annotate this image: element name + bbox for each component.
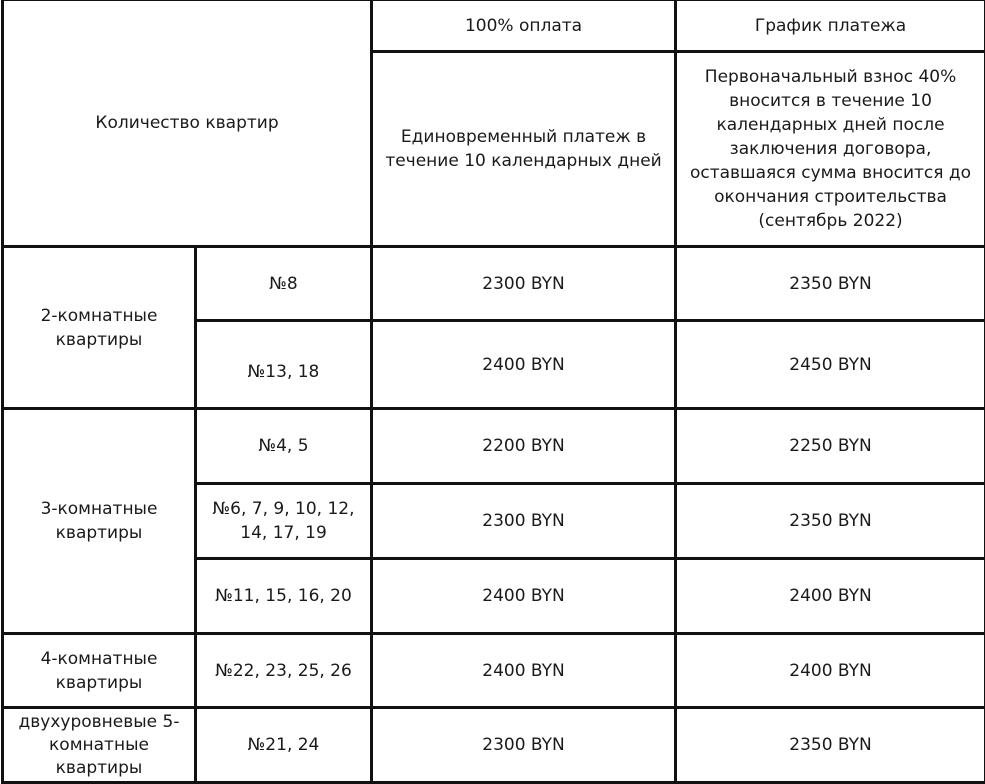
apartment-numbers: №8 <box>196 247 372 321</box>
price-schedule: 2350 BYN <box>676 708 985 783</box>
header-row-top <box>3 0 985 52</box>
price-full-payment: 2200 BYN <box>372 409 676 484</box>
price-schedule: 2450 BYN <box>676 321 985 409</box>
price-schedule: 2400 BYN <box>676 634 985 708</box>
price-full-payment: 2300 BYN <box>372 247 676 321</box>
price-full-payment: 2400 BYN <box>372 559 676 634</box>
apartment-numbers: №13, 18 <box>196 321 372 409</box>
full-payment-description: Единовременный платеж в течение 10 календарных дней <box>372 52 676 247</box>
price-schedule: 2350 BYN <box>676 247 985 321</box>
category-4-room: 4-комнатные квартиры <box>3 634 196 708</box>
category-5-room-duplex: двухуровневые 5-комнатные квартиры <box>3 708 196 783</box>
apartment-numbers: №11, 15, 16, 20 <box>196 559 372 634</box>
category-3-room: 3-комнатные квартиры <box>3 409 196 634</box>
header-payment-schedule: График платежа <box>676 0 985 52</box>
category-2-room: 2-комнатные квартиры <box>3 247 196 409</box>
price-full-payment: 2300 BYN <box>372 484 676 559</box>
price-table <box>1 0 985 784</box>
schedule-description: Первоначальный взнос 40% вносится в течение 10 календарных дней после заключения договора, оставшаяся сумма вносится до окончания строительства (сентябрь 2022) <box>676 52 985 247</box>
price-schedule: 2350 BYN <box>676 484 985 559</box>
apartment-numbers: №4, 5 <box>196 409 372 484</box>
table-row <box>3 634 985 708</box>
table-row <box>3 247 985 321</box>
price-full-payment: 2400 BYN <box>372 321 676 409</box>
price-schedule: 2250 BYN <box>676 409 985 484</box>
table-row <box>3 409 985 484</box>
apartment-numbers: №22, 23, 25, 26 <box>196 634 372 708</box>
price-full-payment: 2300 BYN <box>372 708 676 783</box>
price-schedule: 2400 BYN <box>676 559 985 634</box>
price-full-payment: 2400 BYN <box>372 634 676 708</box>
apartment-numbers: №6, 7, 9, 10, 12, 14, 17, 19 <box>196 484 372 559</box>
header-quantity: Количество квартир <box>3 0 372 247</box>
apartment-numbers: №21, 24 <box>196 708 372 783</box>
table-row <box>3 708 985 783</box>
header-full-payment: 100% оплата <box>372 0 676 52</box>
